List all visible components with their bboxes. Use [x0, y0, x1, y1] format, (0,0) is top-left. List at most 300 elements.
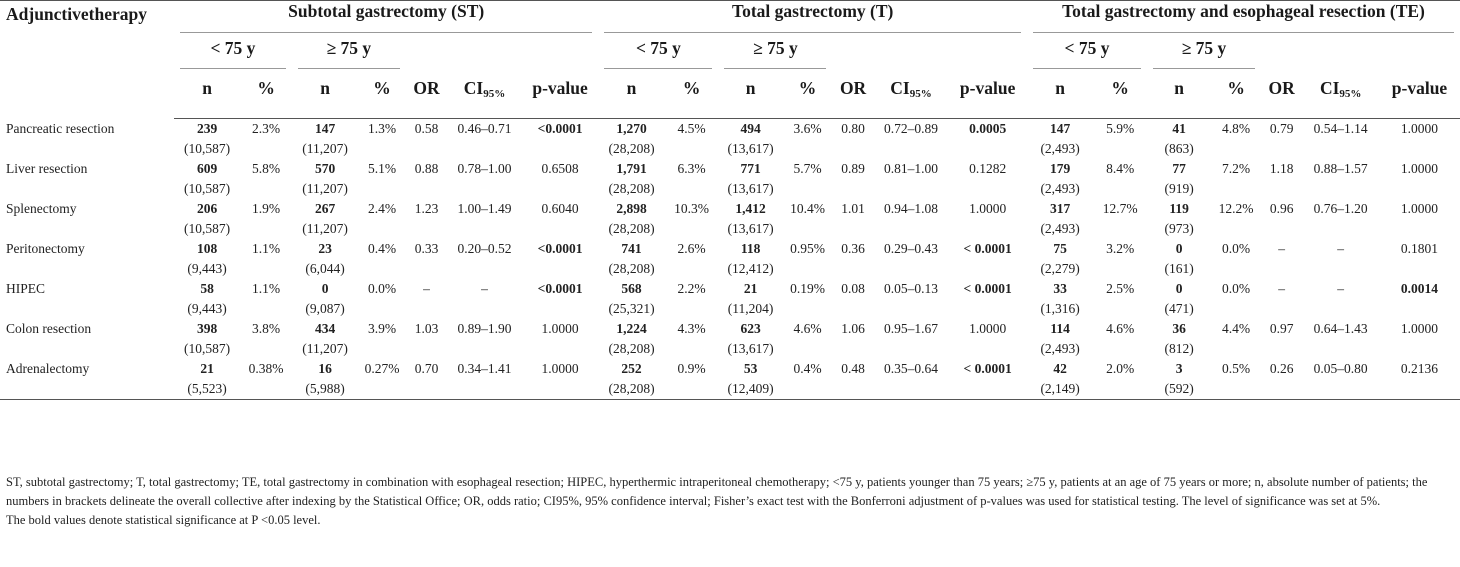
table-body — [0, 119, 1460, 400]
group-title — [604, 1, 1021, 33]
old-count-cell — [292, 199, 358, 239]
young-pct: 1.1% — [252, 281, 281, 296]
old-count: 0 — [321, 281, 329, 296]
old-count: 21 — [743, 281, 758, 296]
young-count-cell — [174, 159, 240, 199]
col-ci-header — [874, 78, 949, 119]
old-total: (973) — [1164, 221, 1194, 236]
col-or-header-text: OR — [839, 78, 867, 98]
young-pct: 4.5% — [677, 121, 706, 136]
p-value-cell — [522, 159, 599, 199]
old-count: 494 — [740, 121, 761, 136]
odds-ratio: 0.36 — [841, 241, 865, 256]
old-total: (161) — [1164, 261, 1194, 276]
col-ci-header-text: CI — [890, 78, 910, 98]
col-ci-header — [1302, 78, 1379, 119]
old-total: (11,207) — [302, 141, 348, 156]
young-count-cell — [598, 239, 664, 279]
odds-ratio-cell — [1261, 359, 1302, 400]
p-value-cell — [522, 239, 599, 279]
old-count-cell — [1147, 119, 1211, 160]
old-pct-cell — [358, 199, 406, 239]
old-count-cell — [292, 119, 358, 160]
group-title-text: Total gastrectomy and esophageal resection (TE) — [1062, 1, 1425, 21]
odds-ratio-cell — [406, 199, 447, 239]
col-p-header — [1379, 78, 1460, 119]
p-value: 0.0014 — [1400, 281, 1439, 296]
header-row-groups — [0, 1, 1460, 39]
young-count-cell — [598, 199, 664, 239]
odds-ratio-cell — [832, 119, 873, 160]
old-pct-cell — [358, 239, 406, 279]
young-count-cell — [1027, 279, 1093, 319]
young-pct-cell — [665, 199, 719, 239]
young-total: (2,493) — [1040, 221, 1080, 236]
odds-ratio-cell — [406, 119, 447, 160]
confidence-interval: 0.95–1.67 — [884, 321, 939, 336]
group-title-text: Total gastrectomy (T) — [732, 1, 894, 21]
young-count: 75 — [1053, 241, 1067, 256]
ci-cell — [447, 159, 522, 199]
table-footnotes — [6, 473, 1454, 530]
old-count: 3 — [1175, 361, 1183, 376]
old-total: (863) — [1164, 141, 1194, 156]
col-p-header — [522, 78, 599, 119]
young-pct: 8.4% — [1106, 161, 1135, 176]
confidence-interval: – — [1337, 281, 1345, 296]
procedure-label-text: Liver resection — [6, 161, 88, 176]
ci-cell — [447, 279, 522, 319]
young-count-cell — [174, 119, 240, 160]
young-pct-cell — [665, 239, 719, 279]
old-count: 23 — [318, 241, 332, 256]
old-count: 771 — [740, 161, 761, 176]
group-title-text: Subtotal gastrectomy (ST) — [288, 1, 485, 21]
col-p-header-text: p-value — [532, 78, 588, 98]
col-pct-header-text: % — [798, 78, 817, 98]
p-value: 1.0000 — [969, 321, 1007, 336]
table-row — [0, 279, 1460, 319]
procedure-label — [0, 319, 174, 359]
procedure-label — [0, 359, 174, 400]
procedure-label-text: Colon resection — [6, 321, 92, 336]
col-pct-header-text: % — [373, 78, 391, 98]
col-n-header-text: n — [626, 78, 637, 98]
young-count: 239 — [196, 121, 218, 136]
p-value: 1.0000 — [1400, 201, 1439, 216]
p-value: 1.0000 — [541, 361, 579, 376]
col-n-header — [174, 78, 240, 119]
old-count: 119 — [1169, 201, 1189, 216]
ci-cell — [874, 159, 949, 199]
p-value-cell — [522, 319, 599, 359]
old-count-cell — [718, 359, 782, 400]
table-row — [0, 199, 1460, 239]
young-total: (2,279) — [1040, 261, 1080, 276]
col-n-header — [292, 78, 358, 119]
age-young-cell — [1033, 38, 1141, 69]
young-pct-cell — [665, 119, 719, 160]
p-value-cell — [948, 119, 1027, 160]
odds-ratio: 0.33 — [414, 241, 439, 256]
young-total: (2,149) — [1040, 381, 1080, 396]
young-total: (9,443) — [187, 261, 227, 276]
old-pct: 0.19% — [790, 281, 825, 296]
col-or-header — [406, 78, 447, 119]
old-pct: 3.6% — [793, 121, 822, 136]
old-pct-cell — [358, 279, 406, 319]
young-count: 179 — [1050, 161, 1071, 176]
p-value: 0.1282 — [969, 161, 1007, 176]
young-count-cell — [174, 199, 240, 239]
old-total: (9,087) — [305, 301, 345, 316]
young-count-cell — [598, 359, 664, 400]
young-count: 21 — [200, 361, 214, 376]
young-pct: 12.7% — [1102, 201, 1138, 216]
col-ci-header-text: CI — [1319, 78, 1340, 98]
old-count: 570 — [314, 161, 336, 176]
p-value: 0.1801 — [1400, 241, 1439, 256]
young-pct-cell — [665, 279, 719, 319]
old-count: 0 — [1175, 241, 1183, 256]
odds-ratio-cell — [406, 239, 447, 279]
young-count: 108 — [196, 241, 218, 256]
ci-cell — [447, 359, 522, 400]
old-pct-cell — [783, 159, 833, 199]
ci-cell — [874, 359, 949, 400]
old-pct-cell — [783, 279, 833, 319]
confidence-interval: – — [481, 281, 488, 296]
old-total: (12,412) — [727, 261, 774, 276]
young-total: (28,208) — [608, 261, 655, 276]
row-label-header — [0, 1, 174, 119]
procedure-label — [0, 279, 174, 319]
col-p-header — [948, 78, 1027, 119]
old-count-cell — [1147, 239, 1211, 279]
col-pct-header — [665, 78, 719, 119]
ci-cell — [874, 199, 949, 239]
old-count: 118 — [740, 241, 761, 256]
p-value: 0.2136 — [1400, 361, 1439, 376]
young-pct: 1.9% — [252, 201, 281, 216]
ci-cell — [874, 239, 949, 279]
old-total: (13,617) — [727, 221, 774, 236]
p-value-cell — [948, 359, 1027, 400]
young-pct-cell — [240, 239, 292, 279]
header-row-ages — [0, 38, 1460, 78]
young-count-cell — [174, 359, 240, 400]
old-count-cell — [292, 159, 358, 199]
ci-cell — [1302, 279, 1379, 319]
young-total: (2,493) — [1040, 341, 1080, 356]
odds-ratio: – — [1278, 281, 1286, 296]
old-pct: 4.4% — [1222, 321, 1251, 336]
young-pct-cell — [240, 319, 292, 359]
table-row — [0, 119, 1460, 160]
col-n-header — [1147, 78, 1211, 119]
col-pct-header-text: % — [682, 78, 701, 98]
young-count: 1,224 — [616, 321, 647, 336]
odds-ratio-cell — [832, 319, 873, 359]
young-count: 1,270 — [616, 121, 647, 136]
old-pct: 7.2% — [1222, 161, 1251, 176]
old-count-cell — [718, 119, 782, 160]
age-young-label: < 75 y — [210, 38, 256, 58]
young-count: 58 — [200, 281, 214, 296]
old-count-cell — [292, 359, 358, 400]
ci-cell — [1302, 119, 1379, 160]
old-pct-cell — [783, 239, 833, 279]
odds-ratio-cell — [832, 239, 873, 279]
odds-ratio: 0.48 — [841, 361, 865, 376]
old-pct: 0.0% — [1222, 241, 1251, 256]
odds-ratio: 0.96 — [1269, 201, 1294, 216]
p-value-cell — [948, 159, 1027, 199]
ci-cell — [874, 119, 949, 160]
p-value: < 0.0001 — [963, 361, 1012, 376]
col-p-header-text: p-value — [959, 78, 1016, 98]
old-pct-cell — [358, 119, 406, 160]
young-pct: 4.6% — [1106, 321, 1135, 336]
young-pct-cell — [1093, 239, 1147, 279]
young-count: 252 — [621, 361, 642, 376]
odds-ratio-cell — [1261, 159, 1302, 199]
odds-ratio-cell — [1261, 319, 1302, 359]
young-pct: 5.9% — [1106, 121, 1135, 136]
young-pct-cell — [665, 319, 719, 359]
odds-ratio: 1.23 — [414, 201, 439, 216]
confidence-interval: 0.20–0.52 — [457, 241, 512, 256]
young-total: (28,208) — [608, 181, 655, 196]
old-pct-cell — [783, 199, 833, 239]
odds-ratio-cell — [832, 359, 873, 400]
col-ci-header-text: CI — [463, 78, 484, 98]
confidence-interval: 0.64–1.43 — [1313, 321, 1368, 336]
young-total: (10,587) — [184, 141, 231, 156]
old-pct: 0.5% — [1222, 361, 1251, 376]
ci-cell — [874, 319, 949, 359]
old-total: (13,617) — [727, 141, 774, 156]
old-count-cell — [1147, 359, 1211, 400]
old-pct: 0.95% — [790, 241, 825, 256]
old-pct: 12.2% — [1218, 201, 1254, 216]
p-value-cell — [1379, 119, 1460, 160]
old-pct-cell — [1211, 199, 1261, 239]
young-count: 2,898 — [616, 201, 647, 216]
procedure-label-text: Pancreatic resection — [6, 120, 115, 136]
ci-cell — [1302, 319, 1379, 359]
p-value-cell — [1379, 159, 1460, 199]
p-value-cell — [522, 199, 599, 239]
ci-cell — [447, 319, 522, 359]
old-count: 41 — [1172, 121, 1186, 136]
ci-cell — [1302, 159, 1379, 199]
young-count: 568 — [621, 281, 642, 296]
young-pct-cell — [1093, 359, 1147, 400]
age-old-cell — [298, 38, 400, 69]
p-value-cell — [522, 119, 599, 160]
header-spacer — [406, 38, 599, 78]
col-pct-header — [783, 78, 833, 119]
young-pct-cell — [240, 279, 292, 319]
old-pct: 0.0% — [367, 281, 397, 296]
old-total: (11,207) — [302, 181, 348, 196]
old-pct: 3.9% — [367, 321, 397, 336]
young-pct-cell — [1093, 319, 1147, 359]
col-ci-subscript: 95% — [483, 88, 506, 100]
ci-cell — [1302, 199, 1379, 239]
young-pct: 2.0% — [1106, 361, 1135, 376]
ci-cell — [447, 199, 522, 239]
age-young-label: < 75 y — [1064, 38, 1110, 58]
odds-ratio-cell — [406, 319, 447, 359]
young-count-cell — [174, 279, 240, 319]
young-count-cell — [598, 319, 664, 359]
p-value-cell — [522, 279, 599, 319]
group-header — [1027, 1, 1460, 39]
table-row — [0, 239, 1460, 279]
odds-ratio: 0.58 — [414, 121, 439, 136]
young-total: (28,208) — [608, 221, 655, 236]
p-value: 1.0000 — [541, 321, 579, 336]
old-pct: 1.3% — [367, 121, 397, 136]
odds-ratio: 0.97 — [1269, 321, 1294, 336]
young-count-cell — [1027, 119, 1093, 160]
col-ci-subscript: 95% — [1339, 88, 1362, 100]
old-count: 1,412 — [735, 201, 766, 216]
p-value-cell — [1379, 359, 1460, 400]
col-ci-header — [447, 78, 522, 119]
young-pct: 3.8% — [252, 321, 281, 336]
age-old-cell — [1153, 38, 1255, 69]
old-count: 36 — [1172, 321, 1186, 336]
age-young-cell — [604, 38, 712, 69]
col-pct-header — [358, 78, 406, 119]
p-value: < 0.0001 — [963, 281, 1012, 296]
old-pct-cell — [783, 359, 833, 400]
col-n-header — [718, 78, 782, 119]
young-pct: 2.2% — [677, 281, 706, 296]
odds-ratio: – — [1278, 241, 1286, 256]
age-old-cell — [724, 38, 826, 69]
young-count-cell — [1027, 159, 1093, 199]
confidence-interval: 0.94–1.08 — [884, 201, 939, 216]
p-value-cell — [948, 239, 1027, 279]
young-count: 33 — [1053, 281, 1067, 296]
col-n-header — [1027, 78, 1093, 119]
p-value-cell — [1379, 239, 1460, 279]
young-total: (10,587) — [184, 181, 231, 196]
age-young-label: < 75 y — [635, 38, 681, 58]
old-pct: 5.7% — [793, 161, 822, 176]
ci-cell — [1302, 359, 1379, 400]
table-row — [0, 159, 1460, 199]
old-pct-cell — [1211, 239, 1261, 279]
old-pct-cell — [783, 319, 833, 359]
young-pct: 2.5% — [1106, 281, 1135, 296]
old-total: (812) — [1164, 341, 1194, 356]
old-count: 16 — [318, 361, 332, 376]
odds-ratio-cell — [1261, 279, 1302, 319]
young-pct: 3.2% — [1106, 241, 1135, 256]
old-pct: 4.8% — [1222, 121, 1251, 136]
old-count: 0 — [1175, 281, 1183, 296]
young-count-cell — [598, 159, 664, 199]
header-row-columns — [0, 78, 1460, 119]
old-total: (13,617) — [727, 181, 774, 196]
col-n-header-text: n — [202, 78, 212, 98]
young-count: 609 — [196, 161, 218, 176]
young-pct: 2.6% — [677, 241, 706, 256]
p-value: <0.0001 — [537, 281, 583, 296]
row-label-header-text: Adjunctivetherapy — [6, 4, 147, 24]
table-row — [0, 359, 1460, 400]
young-pct: 1.1% — [252, 241, 281, 256]
old-count-cell — [292, 239, 358, 279]
old-total: (471) — [1164, 301, 1194, 316]
procedure-label — [0, 119, 174, 160]
old-count-cell — [718, 239, 782, 279]
table-header — [0, 1, 1460, 119]
young-count: 147 — [1050, 121, 1071, 136]
age-old-label: ≥ 75 y — [1181, 38, 1227, 58]
old-count: 147 — [314, 121, 336, 136]
header-spacer — [832, 38, 1027, 78]
young-pct-cell — [1093, 119, 1147, 160]
p-value-cell — [1379, 319, 1460, 359]
odds-ratio-cell — [1261, 199, 1302, 239]
odds-ratio: 0.80 — [841, 121, 865, 136]
old-pct: 10.4% — [790, 201, 825, 216]
young-total: (9,443) — [187, 301, 227, 316]
col-pct-header-text: % — [257, 78, 275, 98]
young-pct: 4.3% — [677, 321, 706, 336]
p-value: <0.0001 — [537, 241, 583, 256]
p-value: 0.0005 — [969, 121, 1007, 136]
procedure-label — [0, 159, 174, 199]
col-n-header — [598, 78, 664, 119]
col-or-header — [1261, 78, 1302, 119]
p-value: 1.0000 — [1400, 321, 1439, 336]
young-count-cell — [598, 119, 664, 160]
procedure-label-text: Adrenalectomy — [6, 361, 90, 376]
young-total: (5,523) — [187, 381, 227, 396]
group-header — [174, 1, 598, 39]
young-pct: 10.3% — [674, 201, 709, 216]
old-pct-cell — [358, 359, 406, 400]
young-count: 114 — [1050, 321, 1070, 336]
age-young-header — [598, 38, 718, 78]
old-pct-cell — [1211, 159, 1261, 199]
young-pct-cell — [240, 199, 292, 239]
odds-ratio-cell — [1261, 119, 1302, 160]
confidence-interval: 0.76–1.20 — [1313, 201, 1368, 216]
p-value-cell — [948, 199, 1027, 239]
confidence-interval: 0.78–1.00 — [457, 161, 512, 176]
old-pct: 0.0% — [1222, 281, 1251, 296]
old-count: 434 — [314, 321, 336, 336]
confidence-interval: 0.81–1.00 — [884, 161, 939, 176]
p-value: < 0.0001 — [963, 241, 1012, 256]
old-pct-cell — [783, 119, 833, 160]
young-total: (10,587) — [184, 221, 231, 236]
ci-cell — [874, 279, 949, 319]
confidence-interval: 0.88–1.57 — [1313, 161, 1368, 176]
col-pct-header-text: % — [1227, 78, 1245, 98]
odds-ratio-cell — [1261, 239, 1302, 279]
old-count-cell — [292, 319, 358, 359]
odds-ratio: 0.08 — [841, 281, 865, 296]
